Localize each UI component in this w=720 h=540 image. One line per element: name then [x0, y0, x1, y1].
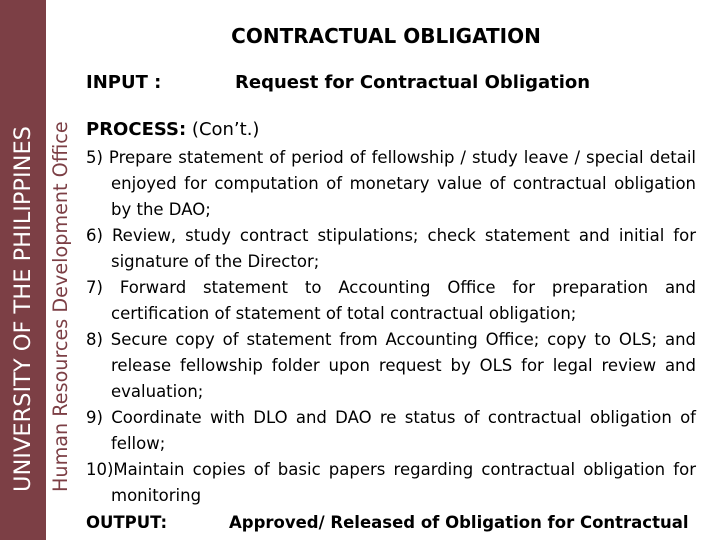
output-label: OUTPUT:: [86, 513, 168, 532]
process-note: (Con’t.): [191, 119, 260, 140]
sidebar: [0, 0, 78, 540]
process-step: 7) Forward statement to Accounting Office for preparation and certification of statement of total contractual obligation;: [86, 278, 696, 323]
page-title: CONTRACTUAL OBLIGATION: [231, 24, 541, 48]
process-step: 10)Maintain copies of basic papers regarding contractual obligation for monitoring: [86, 460, 696, 505]
process-steps: [86, 145, 696, 509]
process-step: 5) Prepare statement of period of fellowship / study leave / special detail enjoyed for computation of monetary value of contractual obligation by the DAO;: [86, 148, 696, 219]
process-heading: [86, 119, 259, 140]
office-name: Human Resources Development Office: [49, 121, 72, 492]
process-step: 6) Review, study contract stipulations; check statement and initial for signature of the Director;: [86, 226, 696, 271]
input-label: INPUT :: [86, 72, 162, 93]
process-step: 9) Coordinate with DLO and DAO re status of contractual obligation of fellow;: [86, 408, 696, 453]
slide-content: [86, 0, 698, 540]
university-name: UNIVERSITY OF THE PHILIPPINES: [10, 126, 36, 492]
sidebar-band: [0, 0, 46, 540]
process-step: 8) Secure copy of statement from Accounting Office; copy to OLS; and release fellowship folder upon request by OLS for legal review and evaluation;: [86, 330, 696, 401]
output-value: Approved/ Released of Obligation for Contractual: [229, 513, 689, 532]
process-label: PROCESS:: [86, 119, 187, 140]
input-value: Request for Contractual Obligation: [235, 72, 591, 93]
